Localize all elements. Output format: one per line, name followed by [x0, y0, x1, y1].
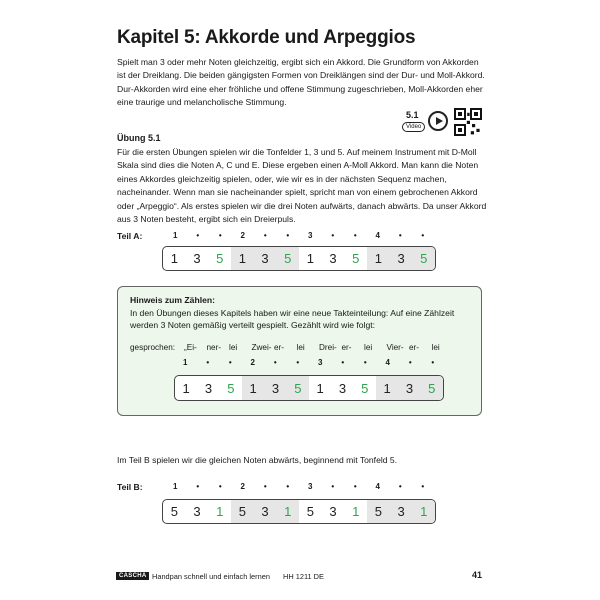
play-icon[interactable]: [428, 111, 448, 131]
spoken-syllable: lei: [229, 343, 238, 352]
count-mark: 4: [385, 358, 390, 367]
count-mark: •: [196, 482, 200, 491]
count-mark: •: [341, 358, 345, 367]
page-title: Kapitel 5: Akkorde und Arpeggios: [117, 27, 416, 48]
note-cell: 3: [204, 380, 213, 396]
note-cell: 5: [227, 380, 235, 396]
count-mark: •: [286, 231, 290, 240]
note-cell: 3: [390, 247, 413, 270]
note-cell: 3: [329, 251, 337, 266]
qr-code-icon[interactable]: [454, 108, 482, 136]
note-cell: 5: [170, 504, 178, 519]
note-cell: 3: [264, 376, 286, 400]
spoken-syllable: ner-: [206, 343, 222, 352]
count-mark: •: [273, 358, 277, 367]
spoken-syllable: lei: [431, 343, 440, 352]
teil-b-label: Teil B:: [117, 482, 143, 492]
video-number: 5.1: [406, 110, 419, 120]
exercise-heading: Übung 5.1: [117, 133, 161, 143]
note-cell: 1: [352, 504, 360, 519]
hint-text: In den Übungen dieses Kapitels haben wir eine neue Takteinteilung: Auf eine Zählzeit werden 3 Noten gemäßig verteilt gespielt. Gezählt wird wie folgt:: [130, 308, 455, 331]
count-mark: 4: [375, 482, 380, 491]
hint-sequence: [174, 375, 444, 401]
note-cell: 1: [367, 247, 390, 270]
spoken-syllable: Vier-: [386, 343, 404, 352]
spoken-syllable: er-: [341, 343, 352, 352]
count-mark: •: [421, 482, 425, 491]
count-mark: 2: [240, 482, 245, 491]
count-row-hint: [174, 358, 444, 370]
note-cell: 1: [306, 251, 314, 266]
note-cell: 5: [287, 376, 309, 400]
count-mark: •: [286, 482, 290, 491]
count-mark: •: [398, 231, 402, 240]
note-cell: 3: [338, 380, 347, 396]
count-mark: •: [353, 482, 357, 491]
count-mark: •: [263, 231, 267, 240]
count-mark: •: [408, 358, 412, 367]
note-cell: 1: [276, 500, 299, 523]
count-mark: 4: [375, 231, 380, 240]
note-cell: 1: [231, 247, 254, 270]
note-cell: 1: [412, 500, 435, 523]
count-row-b: [164, 482, 434, 494]
spoken-syllable: „Ei-: [184, 343, 197, 352]
teil-a-sequence: [162, 246, 436, 271]
count-mark: •: [218, 482, 222, 491]
count-mark: 3: [318, 358, 323, 367]
note-cell: 3: [254, 247, 277, 270]
note-cell: 1: [216, 504, 224, 519]
count-mark: 1: [173, 482, 178, 491]
note-cell: 5: [216, 251, 224, 266]
spoken-syllable: er-: [409, 343, 420, 352]
spoken-row: [130, 343, 475, 355]
count-mark: •: [331, 231, 335, 240]
note-cell: 3: [329, 504, 337, 519]
note-cell: 5: [231, 500, 254, 523]
count-mark: •: [431, 358, 435, 367]
spoken-label: gesprochen:: [130, 343, 176, 352]
note-cell: 5: [412, 247, 435, 270]
count-mark: 1: [173, 231, 178, 240]
note-cell: 3: [398, 376, 420, 400]
teil-a-label: Teil A:: [117, 231, 143, 241]
note-cell: 3: [193, 251, 201, 266]
count-mark: 3: [308, 482, 313, 491]
count-mark: 3: [308, 231, 313, 240]
footer-code: HH 1211 DE: [283, 572, 324, 581]
note-cell: 5: [361, 380, 369, 396]
count-mark: •: [353, 231, 357, 240]
note-cell: 3: [390, 500, 413, 523]
count-mark: •: [206, 358, 210, 367]
count-mark: •: [398, 482, 402, 491]
count-mark: •: [228, 358, 232, 367]
spoken-syllable: lei: [296, 343, 305, 352]
note-cell: 5: [276, 247, 299, 270]
note-cell: 1: [170, 251, 178, 266]
spoken-syllable: er-: [274, 343, 285, 352]
note-cell: 1: [316, 380, 324, 396]
note-cell: 5: [352, 251, 360, 266]
spoken-syllable: Zwei-: [251, 343, 272, 352]
count-mark: 2: [250, 358, 255, 367]
outro-text: Im Teil B spielen wir die gleichen Noten abwärts, beginnend mit Tonfeld 5.: [117, 455, 398, 465]
footer-book-title: Handpan schnell und einfach lernen: [152, 572, 270, 581]
count-mark: •: [218, 231, 222, 240]
count-mark: 1: [183, 358, 188, 367]
teil-b-sequence: [162, 499, 436, 524]
video-link[interactable]: [402, 108, 492, 138]
note-cell: 3: [193, 504, 201, 519]
publisher-logo: CASCHA: [116, 572, 149, 580]
exercise-text: Für die ersten Übungen spielen wir die Tonfelder 1, 3 und 5. Auf meinem Instrument mit D-Moll Skala sind dies die Noten A, C und E. Diese ergeben einen A-Moll Akkord. Man kann die Noten eines Akkordes gleichzeitig spielen, oder, wie wir es in der nächsten Sequenz machen, nacheinander. Wenn man sie nacheinander spielt, spricht man von einem gebrochenen Akkord oder „Arpeggio“. Als erstes spielen wir die drei Noten aufwärts, danach abwärts. Da unser Akkord aus 3 Noten besteht, ergibt sich ein Dreierpuls.: [117, 147, 487, 225]
note-cell: 5: [306, 504, 314, 519]
count-mark: •: [331, 482, 335, 491]
page-number: 41: [472, 570, 483, 580]
note-cell: 1: [376, 376, 398, 400]
note-cell: 3: [254, 500, 277, 523]
note-cell: 5: [367, 500, 390, 523]
spoken-syllable: lei: [364, 343, 373, 352]
video-label: Video: [402, 122, 425, 132]
count-mark: •: [296, 358, 300, 367]
intro-paragraph: Spielt man 3 oder mehr Noten gleichzeitig, ergibt sich ein Akkord. Die Grundform von Akkorden ist der Dreiklang. Die beiden gängigsten Formen von Dreiklängen sind der Dur- und Moll-Akkord. Dur-Akkorden wird eine eher fröhliche und offene Stimmung zugeschrieben, Moll-Akkorden eher eine traurige und melancholische Stimmung.: [117, 57, 485, 108]
note-cell: 1: [242, 376, 264, 400]
count-row-a: [164, 231, 434, 243]
count-mark: •: [363, 358, 367, 367]
count-mark: •: [196, 231, 200, 240]
spoken-syllable: Drei-: [319, 343, 337, 352]
count-mark: •: [421, 231, 425, 240]
count-mark: •: [263, 482, 267, 491]
hint-heading: Hinweis zum Zählen:: [130, 295, 215, 305]
count-mark: 2: [240, 231, 245, 240]
note-cell: 5: [421, 376, 443, 400]
note-cell: 1: [182, 380, 190, 396]
